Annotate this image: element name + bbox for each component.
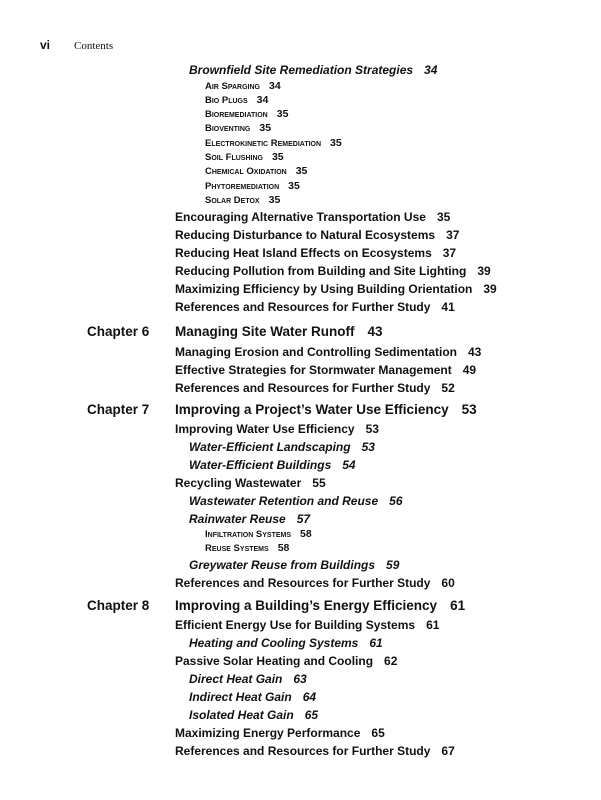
toc-entry[interactable]: Reuse Systems 58 bbox=[205, 542, 290, 554]
toc-entry[interactable]: Encouraging Alternative Transportation Use 35 bbox=[175, 210, 451, 224]
chapter-title[interactable]: Improving a Building’s Energy Efficiency 61 bbox=[175, 598, 466, 613]
toc-entry[interactable]: Bioremediation 35 bbox=[205, 108, 289, 120]
toc-entry[interactable]: Direct Heat Gain 63 bbox=[189, 672, 307, 686]
toc-entry[interactable]: Managing Erosion and Controlling Sedimentation 43 bbox=[175, 345, 482, 359]
toc-entry[interactable]: Air Sparging 34 bbox=[205, 80, 281, 92]
toc-entry[interactable]: References and Resources for Further Study 67 bbox=[175, 744, 455, 758]
toc-entry[interactable]: Maximizing Efficiency by Using Building Orientation 39 bbox=[175, 282, 497, 296]
toc-entry[interactable]: Bioventing 35 bbox=[205, 122, 272, 134]
toc-entry[interactable]: Water-Efficient Buildings 54 bbox=[189, 458, 356, 472]
toc-entry[interactable]: References and Resources for Further Study 60 bbox=[175, 576, 455, 590]
toc-entry[interactable]: Water-Efficient Landscaping 53 bbox=[189, 440, 375, 454]
toc-entry[interactable]: Phytoremediation 35 bbox=[205, 180, 300, 192]
toc-entry[interactable]: Soil Flushing 35 bbox=[205, 151, 284, 163]
running-title: Contents bbox=[74, 40, 114, 52]
toc-entry[interactable]: Passive Solar Heating and Cooling 62 bbox=[175, 654, 398, 668]
chapter-title[interactable]: Managing Site Water Runoff 43 bbox=[175, 324, 383, 339]
toc-entry[interactable]: Recycling Wastewater 55 bbox=[175, 476, 326, 490]
chapter-label: Chapter 7 bbox=[87, 402, 150, 417]
toc-entry[interactable]: Indirect Heat Gain 64 bbox=[189, 690, 317, 704]
toc-entry[interactable]: Rainwater Reuse 57 bbox=[189, 512, 311, 526]
toc-entry[interactable]: Effective Strategies for Stormwater Management 49 bbox=[175, 363, 477, 377]
toc-entry[interactable]: Isolated Heat Gain 65 bbox=[189, 708, 319, 722]
toc-entry[interactable]: Efficient Energy Use for Building Systems 61 bbox=[175, 618, 440, 632]
toc-entry[interactable]: Infiltration Systems 58 bbox=[205, 528, 312, 540]
page-number: vi bbox=[40, 38, 51, 52]
toc-entry[interactable]: Greywater Reuse from Buildings 59 bbox=[189, 558, 400, 572]
toc-entry[interactable]: Heating and Cooling Systems 61 bbox=[189, 636, 383, 650]
toc-entry[interactable]: Maximizing Energy Performance 65 bbox=[175, 726, 385, 740]
toc-entry[interactable]: Reducing Disturbance to Natural Ecosystems 37 bbox=[175, 228, 460, 242]
chapter-label: Chapter 6 bbox=[87, 324, 150, 339]
toc-entry[interactable]: Improving Water Use Efficiency 53 bbox=[175, 422, 379, 436]
toc-entry[interactable]: Reducing Pollution from Building and Site Lighting 39 bbox=[175, 264, 491, 278]
chapter-title[interactable]: Improving a Project’s Water Use Efficiency 53 bbox=[175, 402, 477, 417]
toc-entry[interactable]: Electrokinetic Remediation 35 bbox=[205, 137, 342, 149]
toc-entry[interactable]: Wastewater Retention and Reuse 56 bbox=[189, 494, 403, 508]
toc-entry[interactable]: Chemical Oxidation 35 bbox=[205, 165, 308, 177]
chapter-label: Chapter 8 bbox=[87, 598, 150, 613]
toc-entry[interactable]: Bio Plugs 34 bbox=[205, 94, 269, 106]
toc-entry[interactable]: Solar Detox 35 bbox=[205, 194, 281, 206]
toc-entry[interactable]: References and Resources for Further Study 52 bbox=[175, 381, 455, 395]
toc-entry[interactable]: Reducing Heat Island Effects on Ecosystems 37 bbox=[175, 246, 457, 260]
toc-entry[interactable]: References and Resources for Further Study 41 bbox=[175, 300, 455, 314]
toc-entry[interactable]: Brownfield Site Remediation Strategies 34 bbox=[189, 63, 438, 77]
